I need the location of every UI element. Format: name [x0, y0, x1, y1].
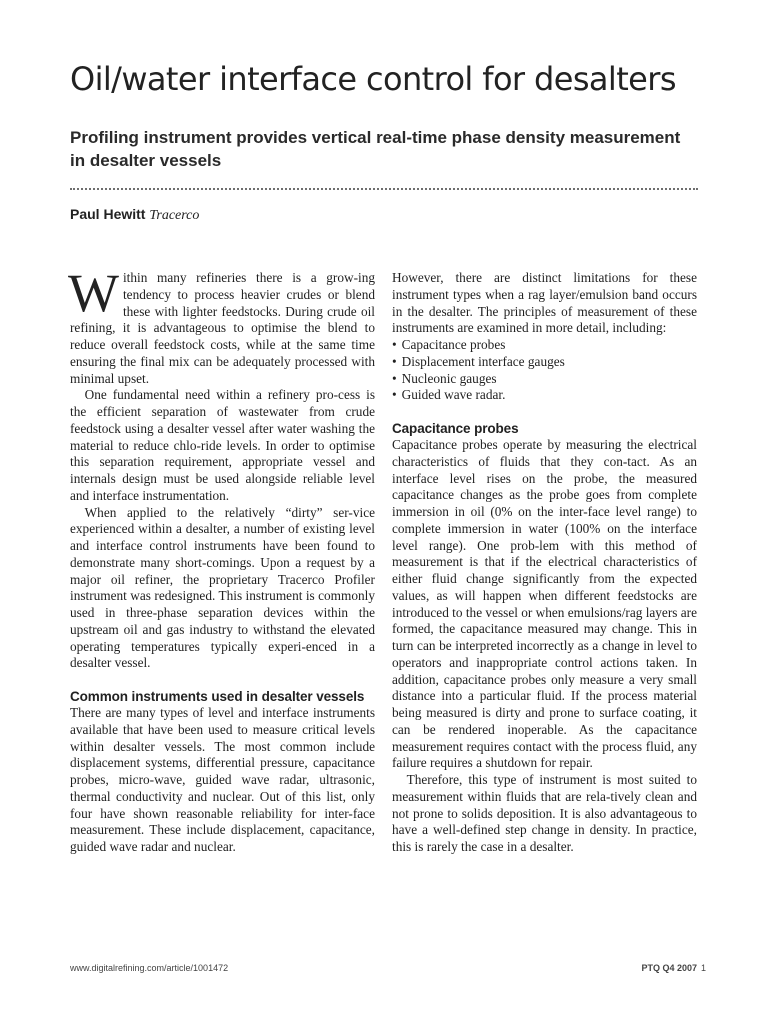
- body-paragraph: Capacitance probes operate by measuring the electrical characteristics of fluids that they con-tact. As an interface level rises on the probe, the measured capacitance changes as the probe goes from complete immersion in oil (0% on the inter-face level range) to complete immersion in water (100% on the interface level range). One prob-lem with this method of measurement is that if the electrical characteristics of either fluid change significantly from the expected values, as will happen when different feedstocks are introduced to the vessel or when emulsions/rag layers are formed, the capacitance measured may change. This in turn can be interpreted incorrectly as a change in level to operators and inappropriate control actions taken. In addition, capacitance probes only measure a very small distance into a particular fluid. If the process material being measured is dirty and prone to surface coating, it can be rendered inoperable. As the capacitance measurement requires contact with the process fluid, any failure requires a shutdown for repair.: [392, 437, 697, 771]
- list-item: • Displacement interface gauges: [392, 354, 697, 371]
- article-title: Oil/water interface control for desalters: [70, 60, 676, 98]
- section-heading-capacitance-probes: Capacitance probes: [392, 421, 519, 436]
- issue-label: PTQ Q4 2007: [641, 963, 697, 973]
- drop-cap: W: [68, 263, 119, 323]
- footer-issue: [641, 963, 706, 973]
- intro-paragraph: [68, 263, 375, 387]
- body-paragraph: Therefore, this type of instrument is most suited to measurement within fluids that are rela-tively clean and not prone to solids deposition. It is also advantageous to have a well-defined step change in density. In practice, this is rarely the case in a desalter.: [392, 772, 697, 854]
- footer-url: www.digitalrefining.com/article/1001472: [70, 963, 229, 973]
- intro-text: ithin many refineries there is a grow-ing tendency to process heavier crudes or blend these with lighter feedstocks. During crude oil refining, it is advantageous to optimise the blend to reduce overall feedstock costs, while at the same time ensuring the final mix can be adequately processed with minimal upset.: [70, 270, 375, 386]
- right-column: [392, 270, 697, 856]
- list-item: • Nucleonic gauges: [392, 371, 697, 388]
- author-name: Paul Hewitt: [70, 206, 146, 222]
- section-heading-common-instruments: Common instruments used in desalter vessels: [70, 689, 365, 704]
- list-item: • Capacitance probes: [392, 337, 697, 354]
- body-paragraph: When applied to the relatively “dirty” ser-vice experienced within a desalter, a number of existing level and interface control instruments have been found to demonstrate many short-comings. Upon a request by a major oil refiner, the proprietary Tracerco Profiler instrument was redesigned. This instrument is commonly used in three-phase separation devices within the upstream oil and gas industry to withstand the elevated operating temperatures typically experi-enced in a desalter vessel.: [70, 504, 375, 671]
- body-paragraph: However, there are distinct limitations for these instrument types when a rag layer/emulsion band occurs in the desalter. The principles of measurement of these instruments are examined in more detail, including:: [392, 270, 697, 336]
- page-number: 1: [700, 963, 706, 973]
- body-paragraph: One fundamental need within a refinery pro-cess is the efficient separation of wastewater from crude feedstock using a desalter vessel after water washing the material to reduce chlo-ride levels. In order to optimise this separation requirement, appropriate vessel and internals design must be used alongside reliable level and interface instrumentation.: [70, 387, 375, 503]
- left-column: [68, 263, 375, 856]
- body-paragraph: There are many types of level and interface instruments available that have been used to measure critical levels within desalter vessels. The most common include displacement systems, differential pressure, capacitance probes, micro-wave, guided wave radar, ultrasonic, thermal conductivity and nuclear. Out of this list, only four have shown reasonable reliability for inter-face measurement. These include displacement, capacitance, guided wave radar and nuclear.: [70, 705, 375, 854]
- author-affiliation: Tracerco: [149, 208, 200, 223]
- instrument-bullet-list: [392, 337, 697, 404]
- list-item: • Guided wave radar.: [392, 387, 697, 404]
- byline: [70, 206, 199, 224]
- article-subtitle: Profiling instrument provides vertical real-time phase density measurement in desalter vessels: [70, 128, 681, 170]
- dotted-divider: [70, 188, 698, 190]
